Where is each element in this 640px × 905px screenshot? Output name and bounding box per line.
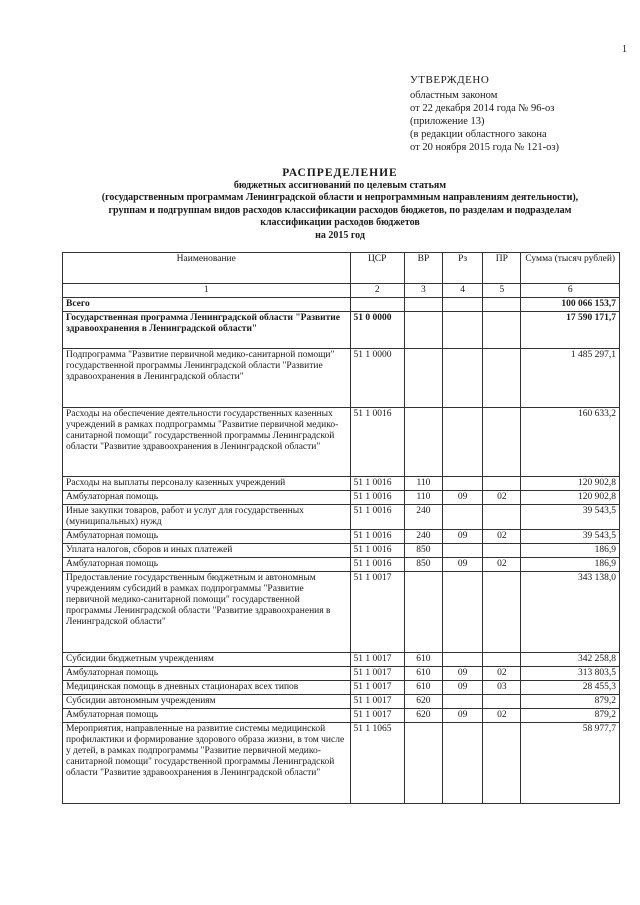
cell-csr: 51 0 0000	[350, 312, 404, 349]
cell-csr: 51 1 0016	[350, 491, 404, 505]
cell-vr: 610	[404, 653, 442, 667]
cell-pr	[483, 505, 521, 530]
cell-csr: 51 1 0017	[350, 667, 404, 681]
cell-rz	[443, 572, 483, 653]
cell-sum: 160 633,2	[521, 408, 620, 477]
table-body	[63, 298, 620, 804]
cell-name: Субсидии бюджетным учреждениям	[63, 653, 351, 667]
column-number-row	[63, 284, 620, 298]
cell-pr	[483, 572, 521, 653]
cell-vr: 610	[404, 681, 442, 695]
approval-heading: УТВЕРЖДЕНО	[410, 74, 490, 86]
cell-name: Подпрограмма "Развитие первичной медико-санитарной помощи" государственной программы Ленинградской области "Развитие здравоохранения в Ленинградской области"	[63, 349, 351, 408]
col-number: 6	[521, 284, 620, 298]
table-row	[63, 667, 620, 681]
cell-pr	[483, 298, 521, 312]
cell-pr	[483, 653, 521, 667]
cell-rz	[443, 349, 483, 408]
cell-sum: 28 455,3	[521, 681, 620, 695]
cell-rz	[443, 477, 483, 491]
cell-csr: 51 1 0016	[350, 505, 404, 530]
cell-vr: 620	[404, 695, 442, 709]
cell-sum: 39 543,5	[521, 505, 620, 530]
title-main: РАСПРЕДЕЛЕНИЕ	[282, 167, 398, 179]
table-row	[63, 572, 620, 653]
cell-name: Амбулаторная помощь	[63, 667, 351, 681]
table-row	[63, 530, 620, 544]
cell-pr	[483, 723, 521, 804]
approval-line: областным законом	[410, 90, 498, 101]
cell-rz	[443, 312, 483, 349]
col-number: 2	[350, 284, 404, 298]
cell-rz	[443, 695, 483, 709]
cell-vr	[404, 312, 442, 349]
cell-name: Амбулаторная помощь	[63, 558, 351, 572]
cell-vr	[404, 298, 442, 312]
col-number: 3	[404, 284, 442, 298]
cell-vr	[404, 408, 442, 477]
cell-pr	[483, 312, 521, 349]
document-title	[60, 167, 620, 242]
cell-name: Уплата налогов, сборов и иных платежей	[63, 544, 351, 558]
table-row	[63, 723, 620, 804]
cell-name: Амбулаторная помощь	[63, 709, 351, 723]
table-row	[63, 709, 620, 723]
cell-rz: 09	[443, 667, 483, 681]
cell-name: Предоставление государственным бюджетным и автономным учреждениям субсидий в рамках подпрограммы "Развитие первичной медико-санитарной помощи" государственной программы Ленинградской области "Развитие здравоохранения в Ленинградской области"	[63, 572, 351, 653]
cell-name: Медицинская помощь в дневных стационарах всех типов	[63, 681, 351, 695]
cell-name: Субсидии автономным учреждениям	[63, 695, 351, 709]
cell-rz: 09	[443, 681, 483, 695]
cell-rz	[443, 544, 483, 558]
title-line: (государственным программам Ленинградской области и непрограммным направлениям деятельности),	[101, 192, 579, 203]
cell-vr	[404, 723, 442, 804]
col-number: 5	[483, 284, 521, 298]
cell-pr	[483, 544, 521, 558]
cell-csr: 51 1 0000	[350, 349, 404, 408]
cell-sum: 879,2	[521, 709, 620, 723]
cell-rz: 09	[443, 709, 483, 723]
header-row	[63, 253, 620, 284]
cell-vr: 110	[404, 491, 442, 505]
cell-vr: 240	[404, 505, 442, 530]
header-sum: Сумма (тысяч рублей)	[521, 253, 620, 284]
col-number: 1	[63, 284, 351, 298]
cell-pr	[483, 477, 521, 491]
cell-rz	[443, 723, 483, 804]
cell-pr	[483, 349, 521, 408]
cell-name: Государственная программа Ленинградской области "Развитие здравоохранения в Ленинградской области"	[63, 312, 351, 349]
header-csr: ЦСР	[350, 253, 404, 284]
cell-sum: 100 066 153,7	[521, 298, 620, 312]
cell-vr: 850	[404, 558, 442, 572]
table-row	[63, 349, 620, 408]
cell-pr: 02	[483, 667, 521, 681]
cell-rz: 09	[443, 491, 483, 505]
cell-rz	[443, 408, 483, 477]
header-name: Наименование	[63, 253, 351, 284]
cell-pr: 02	[483, 491, 521, 505]
cell-csr: 51 1 0017	[350, 572, 404, 653]
cell-name: Расходы на выплаты персоналу казенных учреждений	[63, 477, 351, 491]
table-row	[63, 653, 620, 667]
cell-sum: 17 590 171,7	[521, 312, 620, 349]
cell-sum: 120 902,8	[521, 491, 620, 505]
page-number: 1	[622, 44, 627, 55]
cell-pr: 03	[483, 681, 521, 695]
cell-pr: 02	[483, 709, 521, 723]
col-number: 4	[443, 284, 483, 298]
cell-rz	[443, 298, 483, 312]
cell-sum: 186,9	[521, 544, 620, 558]
cell-name: Амбулаторная помощь	[63, 491, 351, 505]
cell-name: Иные закупки товаров, работ и услуг для государственных (муниципальных) нужд	[63, 505, 351, 530]
cell-pr	[483, 695, 521, 709]
cell-name: Расходы на обеспечение деятельности государственных казенных учреждений в рамках подпрограммы "Развитие первичной медико-санитарной помощи" государственной программы Ленинградской области "Развитие здравоохранения в Ленинградской области"	[63, 408, 351, 477]
header-pr: ПР	[483, 253, 521, 284]
approval-line: от 22 декабря 2014 года № 96-оз	[410, 103, 555, 114]
cell-name: Мероприятия, направленные на развитие системы медицинской профилактики и формирование здорового образа жизни, в том числе у детей, в рамках подпрограммы "Развитие первичной медико-санитарной помощи" государственной программы Ленинградской области "Развитие здравоохранения в Ленинградской области"	[63, 723, 351, 804]
cell-vr: 110	[404, 477, 442, 491]
cell-sum: 313 803,5	[521, 667, 620, 681]
cell-pr: 02	[483, 558, 521, 572]
table-row	[63, 681, 620, 695]
title-line: группам и подгруппам видов расходов классификации расходов бюджетов, по разделам и подразделам	[108, 204, 572, 216]
cell-vr	[404, 349, 442, 408]
cell-csr: 51 1 0017	[350, 695, 404, 709]
cell-csr: 51 1 0017	[350, 653, 404, 667]
cell-csr: 51 1 1065	[350, 723, 404, 804]
table-row	[63, 477, 620, 491]
table-row	[63, 298, 620, 312]
table-row	[63, 491, 620, 505]
cell-vr: 240	[404, 530, 442, 544]
cell-name: Амбулаторная помощь	[63, 530, 351, 544]
cell-csr: 51 1 0016	[350, 477, 404, 491]
cell-sum: 120 902,8	[521, 477, 620, 491]
cell-csr: 51 1 0017	[350, 681, 404, 695]
budget-table	[62, 252, 620, 804]
table-row	[63, 544, 620, 558]
cell-vr: 620	[404, 709, 442, 723]
cell-csr: 51 1 0017	[350, 709, 404, 723]
cell-sum: 343 138,0	[521, 572, 620, 653]
approval-stamp	[410, 74, 559, 154]
cell-rz: 09	[443, 558, 483, 572]
table-row	[63, 695, 620, 709]
cell-pr	[483, 408, 521, 477]
cell-sum: 39 543,5	[521, 530, 620, 544]
cell-csr: 51 1 0016	[350, 408, 404, 477]
title-line: бюджетных ассигнований по целевым статьям	[233, 179, 447, 191]
approval-line: от 20 ноября 2015 года № 121-оз)	[410, 142, 560, 153]
cell-rz: 09	[443, 530, 483, 544]
approval-line: (в редакции областного закона	[410, 129, 547, 140]
cell-csr: 51 1 0016	[350, 530, 404, 544]
table-row	[63, 505, 620, 530]
title-line: на 2015 год	[315, 229, 365, 241]
header-vr: ВР	[404, 253, 442, 284]
cell-vr: 610	[404, 667, 442, 681]
table-row	[63, 558, 620, 572]
header-rz: Рз	[443, 253, 483, 284]
cell-name: Всего	[63, 298, 351, 312]
cell-sum: 58 977,7	[521, 723, 620, 804]
cell-csr: 51 1 0016	[350, 558, 404, 572]
cell-rz	[443, 505, 483, 530]
table-row	[63, 312, 620, 349]
cell-csr: 51 1 0016	[350, 544, 404, 558]
cell-sum: 186,9	[521, 558, 620, 572]
cell-csr	[350, 298, 404, 312]
approval-line: (приложение 13)	[410, 116, 485, 127]
cell-pr: 02	[483, 530, 521, 544]
cell-vr: 850	[404, 544, 442, 558]
title-line: классификации расходов бюджетов	[260, 217, 420, 228]
cell-sum: 879,2	[521, 695, 620, 709]
cell-rz	[443, 653, 483, 667]
table-row	[63, 408, 620, 477]
cell-sum: 1 485 297,1	[521, 349, 620, 408]
cell-sum: 342 258,8	[521, 653, 620, 667]
cell-vr	[404, 572, 442, 653]
